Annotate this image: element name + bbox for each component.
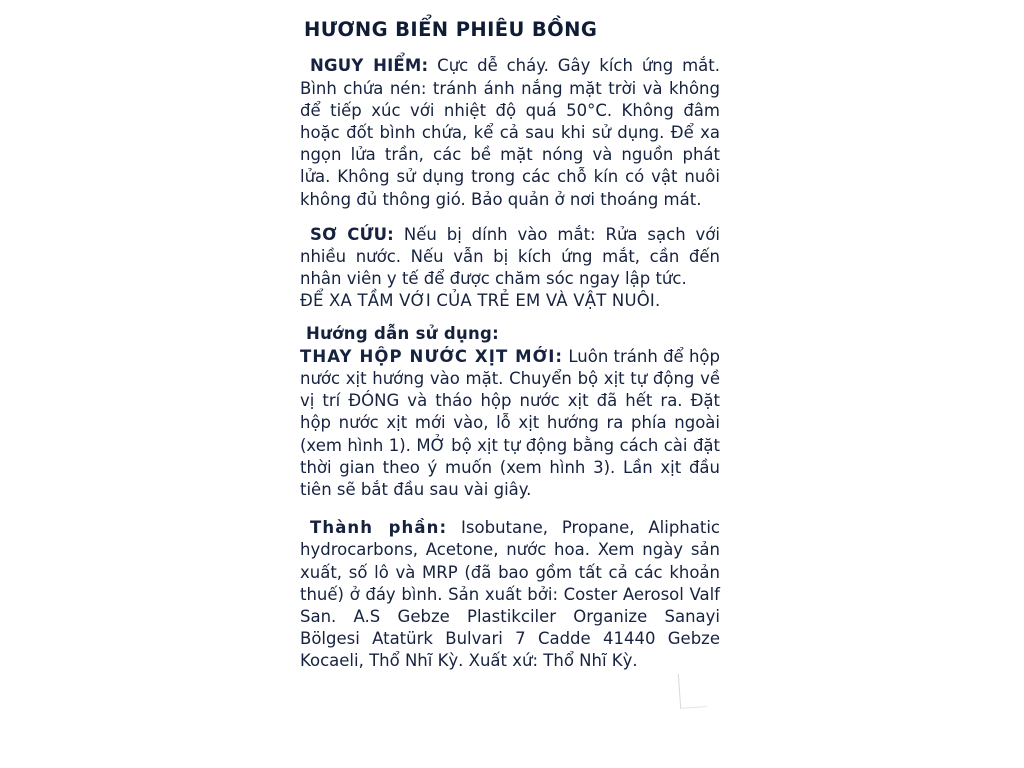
ingredients-text: Isobutane, Propane, Aliphatic hydrocarbons, Acetone, nước hoa. Xem ngày sản xuất, số lô và MRP (đã bao gồm tất cả các khoản thuế) ở đáy bình. Sản xuất bởi: Coster Aerosol Valf San. A.S Gebze Plastikciler Organize Sanayi Bölgesi Atatürk Bulvari 7 Cadde 41440 Gebze Kocaeli, Thổ Nhĩ Kỳ. Xuất xứ: Thổ Nhĩ Kỳ. [300, 518, 720, 671]
danger-text: Cực dễ cháy. Gây kích ứng mắt. Bình chứa nén: tránh ánh nắng mặt trời và không để tiếp xúc với nhiệt độ quá 50°C. Không đâm hoặc đốt bình chứa, kể cả sau khi sử dụng. Để xa ngọn lửa trần, các bề mặt nóng và nguồn phát lửa. Không sử dụng trong các chỗ kín có vật nuôi không đủ thông gió. Bảo quản ở nơi thoáng mát. [300, 56, 720, 209]
ingredients-label: Thành phần: [310, 518, 448, 538]
danger-label: NGUY HIỂM: [310, 56, 429, 76]
ingredients-section [300, 517, 720, 672]
keep-away-warning: ĐỂ XA TẦM VỚI CỦA TRẺ EM VÀ VẬT NUÔI. [300, 291, 661, 311]
first-aid-text: Nếu bị dính vào mắt: Rửa sạch với nhiều nước. Nếu vẫn bị kích ứng mắt, cần đến nhân viên y tế để được chăm sóc ngay lập tức. [300, 224, 720, 289]
usage-text: Luôn tránh để hộp nước xịt hướng vào mặt. Chuyển bộ xịt tự động về vị trí ĐÓNG và tháo hộp nước xịt đã hết ra. Đặt hộp nước xịt mới vào, lỗ xịt hướng ra phía ngoài (xem hình 1). MỞ bộ xịt tự động bằng cách cài đặt thời gian theo ý muốn (xem hình 3). Lần xịt đầu tiên sẽ bắt đầu sau vài giây. [300, 346, 720, 500]
danger-paragraph [300, 55, 720, 210]
first-aid-section [300, 224, 720, 313]
ingredients-paragraph [300, 517, 720, 672]
danger-section [300, 55, 720, 210]
first-aid-label: SƠ CỨU: [310, 224, 394, 244]
print-artifact-mark [678, 672, 707, 709]
product-label-text-panel [300, 8, 720, 760]
usage-label: THAY HỘP NƯỚC XỊT MỚI: [300, 346, 564, 366]
page-title: HƯƠNG BIỂN PHIÊU BỒNG [304, 18, 598, 41]
usage-paragraph [300, 346, 720, 501]
usage-heading: Hướng dẫn sử dụng: [306, 324, 500, 344]
first-aid-paragraph [300, 224, 720, 291]
usage-section [300, 323, 720, 501]
